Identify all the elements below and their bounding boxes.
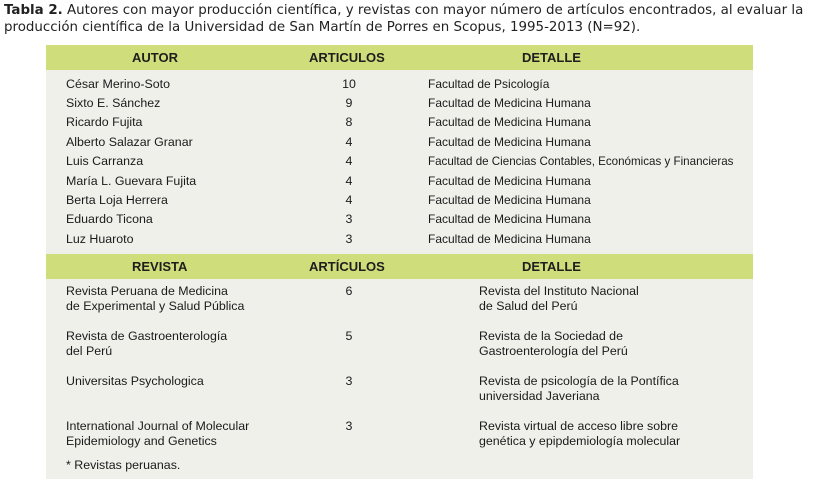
header-detalle: DETALLE [522,50,581,65]
journal-detail-line1: Revista de psicología de la Pontífica [479,374,679,388]
journal-name-line2: de Experimental y Salud Pública [66,299,245,313]
header-articulos-2: ARTÍCULOS [309,259,385,274]
author-name: Alberto Salazar Granar [66,135,193,149]
journal-detail-line1: Revista de la Sociedad de [479,329,623,343]
author-count: 8 [345,115,353,129]
journal-count: 6 [345,284,353,298]
journal-count: 3 [345,374,353,388]
authors-header-row [46,45,753,70]
header-autor: AUTOR [132,50,178,65]
author-count: 9 [345,96,353,110]
journal-detail-line1: Revista del Instituto Nacional [479,284,639,298]
author-detail: Facultad de Medicina Humana [428,174,591,188]
author-count: 4 [345,135,353,149]
journal-name-line1: International Journal of Molecular [66,419,250,433]
author-detail: Facultad de Psicología [428,77,550,91]
author-name: María L. Guevara Fujita [66,174,197,188]
author-detail: Facultad de Medicina Humana [428,135,591,149]
author-detail: Facultad de Medicina Humana [428,115,591,129]
author-detail: Facultad de Ciencias Contables, Económicas y Financieras [428,155,734,168]
caption-text: Autores con mayor producción científica, y revistas con mayor número de artículos encontrados, al evaluar la producción científica de la Universidad de San Martín de Porres en Scopus, 1995-2013 (N=92). [4,3,804,35]
journal-detail-line2: Gastroenterología del Perú [479,344,628,358]
author-detail: Facultad de Medicina Humana [428,96,591,110]
author-name: Luis Carranza [66,154,144,168]
journal-detail-line2: universidad Javeriana [479,389,600,403]
author-detail: Facultad de Medicina Humana [428,212,591,226]
author-name: Ricardo Fujita [66,115,143,129]
author-count: 4 [345,193,353,207]
author-count: 3 [345,232,353,246]
author-name: César Merino-Soto [66,77,170,91]
journal-detail-line1: Revista virtual de acceso libre sobre [479,419,679,433]
author-name: Luz Huaroto [66,232,134,246]
journal-count: 5 [345,329,353,343]
journal-name-line1: Revista Peruana de Medicina [66,284,228,298]
footnote: * Revistas peruanas. [66,458,181,472]
author-name: Sixto E. Sánchez [66,96,161,110]
author-count: 4 [345,154,353,168]
journal-detail-line2: genética y epipdemiología molecular [479,434,681,448]
author-name: Eduardo Ticona [66,212,153,226]
table-caption [4,2,816,36]
author-name: Berta Loja Herrera [66,193,168,207]
author-count: 3 [345,212,353,226]
journal-name-line1: Universitas Psychologica [66,374,204,388]
author-detail: Facultad de Medicina Humana [428,193,591,207]
caption-label: Tabla 2. [4,3,63,18]
journal-name-line2: Epidemiology and Genetics [66,434,217,448]
author-count: 10 [342,77,356,91]
header-articulos: ARTICULOS [309,50,385,65]
author-count: 4 [345,174,353,188]
header-revista: REVISTA [132,259,188,274]
journal-count: 3 [345,419,353,433]
author-detail: Facultad de Medicina Humana [428,232,591,246]
header-detalle-2: DETALLE [522,259,581,274]
journal-name-line1: Revista de Gastroenterología [66,329,228,343]
journal-name-line2: del Perú [66,344,113,358]
journals-header-row [46,254,753,279]
journal-detail-line2: de Salud del Perú [479,299,578,313]
